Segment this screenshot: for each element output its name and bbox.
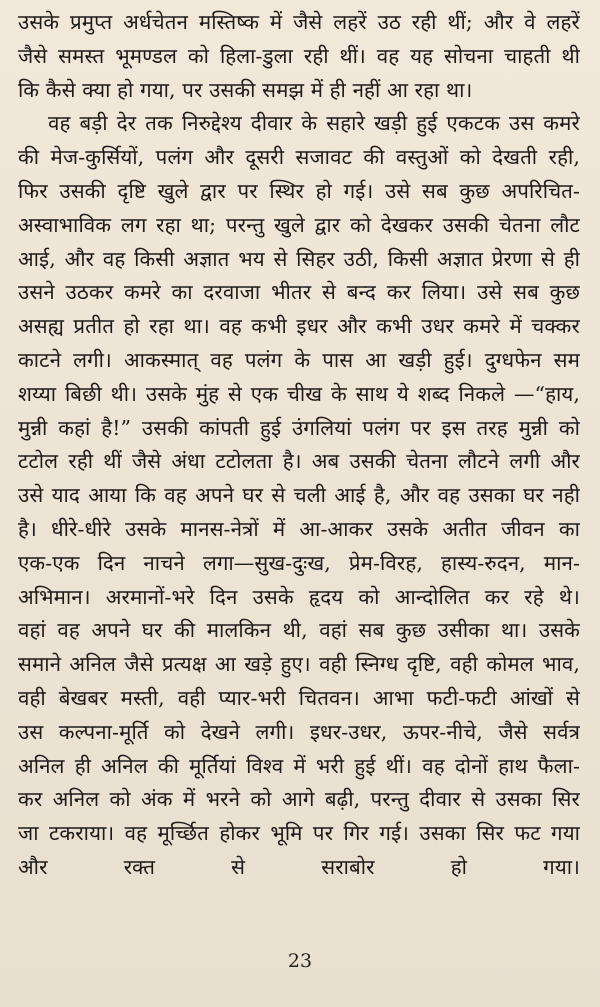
text-line: अस्वाभाविक लग रहा था; परन्तु खुले द्वार को देखकर उसकी चेतना लौट <box>18 212 580 237</box>
text-line: अनिल ही अनिल की मूर्तियां विश्व में भरी हुई थीं। वह दोनों हाथ फैला- <box>18 753 580 778</box>
text-line: काटने लगी। आकस्मात् वह पलंग के पास आ खड़ी हुई। दुग्धफेन सम <box>18 347 580 372</box>
text-line: असह्य प्रतीत हो रहा था। वह कभी इधर और कभी उधर कमरे में चक्कर <box>18 314 580 339</box>
text-line: उसे याद आया कि वह अपने घर से चली आई है, और वह उसका घर नही <box>18 483 580 508</box>
text-line: आई, और वह किसी अज्ञात भय से सिहर उठी, किसी अज्ञात प्रेरणा से ही <box>18 246 580 271</box>
text-line: है। धीरे-धीरे उसके मानस-नेत्रों में आ-आकर उसके अतीत जीवन का <box>18 516 580 541</box>
text-line: उसने उठकर कमरे का दरवाजा भीतर से बन्द कर लिया। उसे सब कुछ <box>18 280 580 305</box>
text-line <box>18 885 580 919</box>
text-line: वह बड़ी देर तक निरुद्देश्य दीवार के सहारे खड़ी हुई एकटक उस कमरे <box>48 111 580 136</box>
text-line: जैसे समस्त भूमण्डल को हिला-डुला रही थीं। वह यह सोचना चाहती थी <box>18 43 580 68</box>
text-line: समाने अनिल जैसे प्रत्यक्ष आ खड़े हुए। वही स्निग्ध दृष्टि, वही कोमल भाव, <box>18 652 580 677</box>
text-line: उसके प्रमुप्त अर्धचेतन मस्तिष्क में जैसे लहरें उठ रही थीं; और वे लहरें <box>18 10 580 34</box>
text-line: की मेज-कुर्सियों, पलंग और दूसरी सजावट की वस्तुओं को देखती रही, <box>18 145 580 170</box>
text-line: एक-एक दिन नाचने लगा—सुख-दुःख, प्रेम-विरह, हास्य-रुदन, मान- <box>18 550 580 575</box>
text-line: अभिमान। अरमानों-भरे दिन उसके हृदय को आन्दोलित कर रहे थे। <box>18 584 580 609</box>
text-line: मुन्नी कहां है!” उसकी कांपती हुई उंगलियां पलंग पर इस तरह मुन्नी को <box>18 415 580 440</box>
text-line: कर अनिल को अंक में भरने को आगे बढ़ी, परन्तु दीवार से उसका सिर <box>18 787 580 812</box>
text-line: उस कल्पना-मूर्ति को देखने लगी। इधर-उधर, ऊपर-नीचे, जैसे सर्वत्र <box>18 719 580 744</box>
text-line: कि कैसे क्या हो गया, पर उसकी समझ में ही नहीं आ रहा था। <box>18 77 473 102</box>
text-line: फिर उसकी दृष्टि खुले द्वार पर स्थिर हो गई। उसे सब कुछ अपरिचित- <box>18 178 580 203</box>
page-number: 23 <box>287 950 313 972</box>
text-line: वही बेखबर मस्ती, वही प्यार-भरी चितवन। आभा फटी-फटी आंखों से <box>18 685 580 710</box>
text-line: वहां वह अपने घर की मालकिन थी, वहां सब कुछ उसीका था। उसके <box>18 618 580 643</box>
text-line: जा टकराया। वह मूर्च्छित होकर भूमि पर गिर गई। उसका सिर फट गया <box>18 821 580 846</box>
text-line: टटोल रही थीं जैसे अंधा टटोलता है। अब उसकी चेतना लौटने लगी और <box>18 449 580 474</box>
text-line: और रक्त से सराबोर हो गया। <box>18 854 580 879</box>
body-text <box>18 6 580 919</box>
text-line: शय्या बिछी थी। उसके मुंह से एक चीख के साथ ये शब्द निकले —“हाय, <box>18 381 580 406</box>
